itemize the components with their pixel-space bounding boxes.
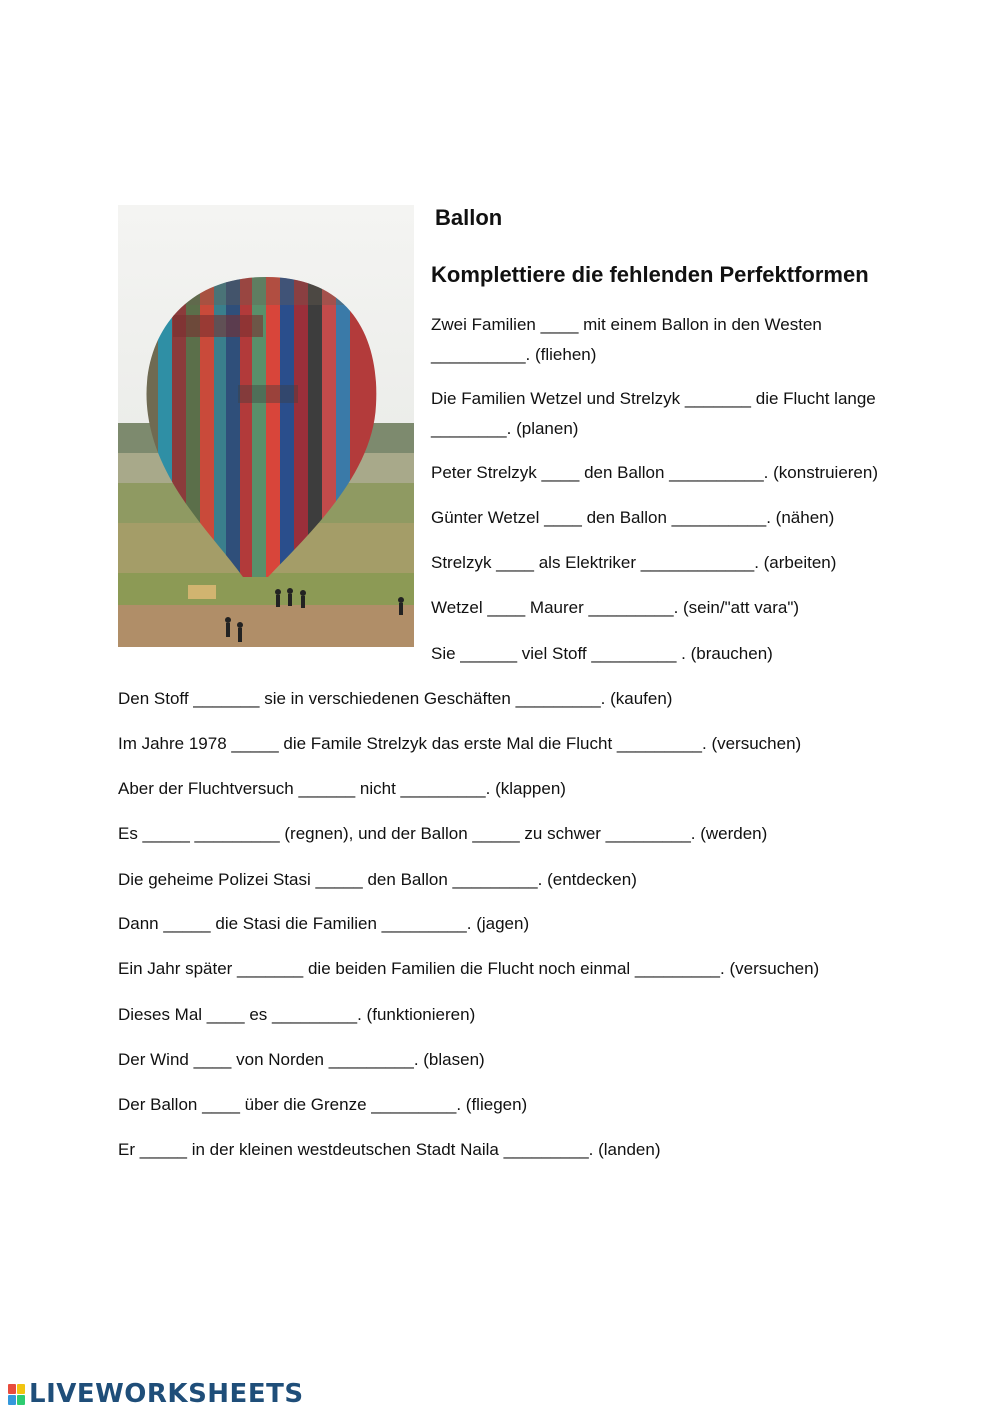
exercise-line: Zwei Familien ____ mit einem Ballon in den Westen	[431, 315, 822, 334]
logo-blocks-icon	[8, 1384, 25, 1405]
worksheet-title: Ballon	[435, 205, 503, 230]
exercise-line: Es _____ _________ (regnen), und der Ballon _____ zu schwer _________. (werden)	[118, 824, 768, 843]
exercise-line: Den Stoff _______ sie in verschiedenen Geschäften _________. (kaufen)	[118, 689, 673, 708]
exercise-line: Aber der Fluchtversuch ______ nicht _________. (klappen)	[118, 779, 566, 798]
exercise-line: Ein Jahr später _______ die beiden Familien die Flucht noch einmal _________. (versuchen)	[118, 959, 820, 978]
exercise-line: Der Wind ____ von Norden _________. (blasen)	[118, 1050, 485, 1069]
exercise-line: Wetzel ____ Maurer _________. (sein/"att vara")	[431, 598, 800, 617]
exercise-line: Die Familien Wetzel und Strelzyk _______ die Flucht lange	[431, 389, 876, 408]
exercise-line: Dann _____ die Stasi die Familien _________. (jagen)	[118, 914, 530, 933]
exercise-line: __________. (fliehen)	[431, 345, 597, 364]
exercise-line: Die geheime Polizei Stasi _____ den Ballon _________. (entdecken)	[118, 870, 637, 889]
liveworksheets-logo[interactable]	[8, 1379, 304, 1409]
exercise-line: Günter Wetzel ____ den Ballon __________. (nähen)	[431, 508, 835, 527]
exercise-line: Im Jahre 1978 _____ die Famile Strelzyk das erste Mal die Flucht _________. (versuchen)	[118, 734, 802, 753]
logo-text: LIVEWORKSHEETS	[29, 1379, 304, 1409]
balloon-photo	[118, 205, 414, 647]
exercise-line: Er _____ in der kleinen westdeutschen Stadt Naila _________. (landen)	[118, 1140, 661, 1159]
exercise-line: Der Ballon ____ über die Grenze _________. (fliegen)	[118, 1095, 528, 1114]
exercise-line: Sie ______ viel Stoff _________ . (brauchen)	[431, 644, 773, 663]
exercise-line: ________. (planen)	[431, 419, 579, 438]
worksheet-subtitle: Komplettiere die fehlenden Perfektformen	[431, 262, 869, 287]
exercise-line: Dieses Mal ____ es _________. (funktionieren)	[118, 1005, 476, 1024]
exercise-line: Strelzyk ____ als Elektriker ____________. (arbeiten)	[431, 553, 837, 572]
exercise-line: Peter Strelzyk ____ den Ballon __________. (konstruieren)	[431, 463, 879, 482]
